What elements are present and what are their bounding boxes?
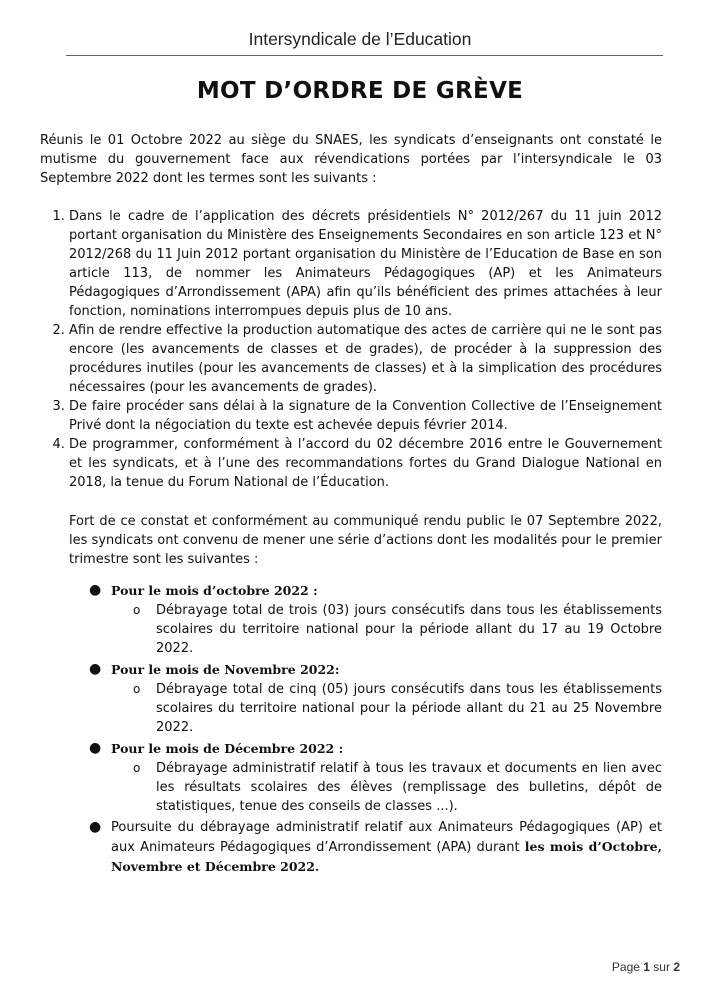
list-item: 1. Dans le cadre de l’application des décrets présidentiels N° 2012/267 du 11 juin 2012 portant organisation du Ministère des Enseignements Secondaires en son article 123 et N° 2012/268 du 11 Juin 2012 portant organisation du Ministère de l’Education de Base en son article 113, de nommer les Animateurs Pédagogiques (AP) et les Animateurs Pédagogiques d’Arrondissement (APA) afin qu’ils bénéficient des primes attachées à leur fonction, nominations interrompues depuis plus de 10 ans. bbox=[69, 207, 662, 321]
list-item bbox=[89, 581, 662, 658]
page-title: MOT D’ORDRE DE GRÈVE bbox=[196, 78, 524, 104]
action-heading: Pour le mois d’octobre 2022 : bbox=[111, 583, 318, 598]
final-action-emphasis: les mois d’Octobre, Novembre et Décembre 2022. bbox=[111, 839, 662, 874]
list-item: 2. Afin de rendre effective la production automatique des actes de carrière qui ne le sont pas encore (les avancements de classes et de grades), de procéder à la suppression des procédures inutiles (pour les avancements de classes) et à la simplication des procédures nécessaires (pour les avancements de grades). bbox=[69, 321, 662, 397]
document-body bbox=[40, 131, 662, 879]
hollow-bullet-icon: o bbox=[133, 603, 141, 617]
sub-list bbox=[111, 680, 662, 737]
page-total: 2 bbox=[673, 960, 680, 974]
hollow-bullet-icon: o bbox=[133, 682, 141, 696]
list-item: 3. De faire procéder sans délai à la signature de la Convention Collective de l’Enseignement Privé dont la négociation du texte est achevée depuis février 2014. bbox=[69, 397, 662, 435]
action-detail: Débrayage total de cinq (05) jours consécutifs dans tous les établissements scolaires du territoire national pour la période allant du 21 au 25 Novembre 2022. bbox=[156, 682, 662, 735]
sub-list bbox=[111, 759, 662, 816]
sub-list-item bbox=[133, 680, 662, 737]
intro-paragraph: Réunis le 01 Octobre 2022 au siège du SNAES, les syndicats d’enseignants ont constaté le mutisme du gouvernement face aux révendications portées par l’intersyndicale le 03 Septembre 2022 dont les termes sont les suivants : bbox=[40, 133, 662, 186]
bullet-icon: ● bbox=[89, 661, 102, 677]
bullet-icon: ● bbox=[89, 582, 102, 598]
sub-list-item bbox=[133, 601, 662, 658]
action-detail: Débrayage administratif relatif à tous les travaux et documents en lien avec les résultats scolaires des élèves (remplissage des bulletins, dépôt de statistiques, tenue des conseils de classes ...). bbox=[156, 761, 662, 814]
actions-list bbox=[89, 581, 662, 877]
sub-list bbox=[111, 601, 662, 658]
list-item bbox=[89, 739, 662, 816]
header-divider bbox=[66, 55, 663, 56]
bullet-icon: ● bbox=[89, 819, 102, 835]
demands-list bbox=[40, 207, 662, 492]
page-sep: sur bbox=[653, 960, 670, 974]
conclusion-paragraph: Fort de ce constat et conformément au communiqué rendu public le 07 Septembre 2022, les syndicats ont convenu de mener une série d’actions dont les modalités pour le premier trimestre sont les suivantes : bbox=[69, 514, 662, 567]
bullet-icon: ● bbox=[89, 740, 102, 756]
list-item bbox=[89, 660, 662, 737]
sub-list-item bbox=[133, 759, 662, 816]
hollow-bullet-icon: o bbox=[133, 761, 141, 775]
final-action-text: Poursuite du débrayage administratif relatif aux Animateurs Pédagogiques (AP) et aux Animateurs Pédagogiques d’Arrondissement (APA) durant bbox=[111, 820, 662, 855]
list-item: 4. De programmer, conformément à l’accord du 02 décembre 2016 entre le Gouvernement et les syndicats, et à l’une des recommandations fortes du Grand Dialogue National en 2018, la tenue du Forum National de l’Éducation. bbox=[69, 435, 662, 492]
page-current: 1 bbox=[643, 960, 650, 974]
page-label: Page bbox=[611, 960, 640, 974]
list-item bbox=[89, 818, 662, 877]
action-heading: Pour le mois de Décembre 2022 : bbox=[111, 741, 344, 756]
page-number bbox=[612, 960, 680, 974]
document-header: Intersyndicale de l’Education bbox=[248, 29, 472, 49]
action-heading: Pour le mois de Novembre 2022: bbox=[111, 662, 340, 677]
action-detail: Débrayage total de trois (03) jours consécutifs dans tous les établissements scolaires du territoire national pour la période allant du 17 au 19 Octobre 2022. bbox=[156, 603, 662, 656]
